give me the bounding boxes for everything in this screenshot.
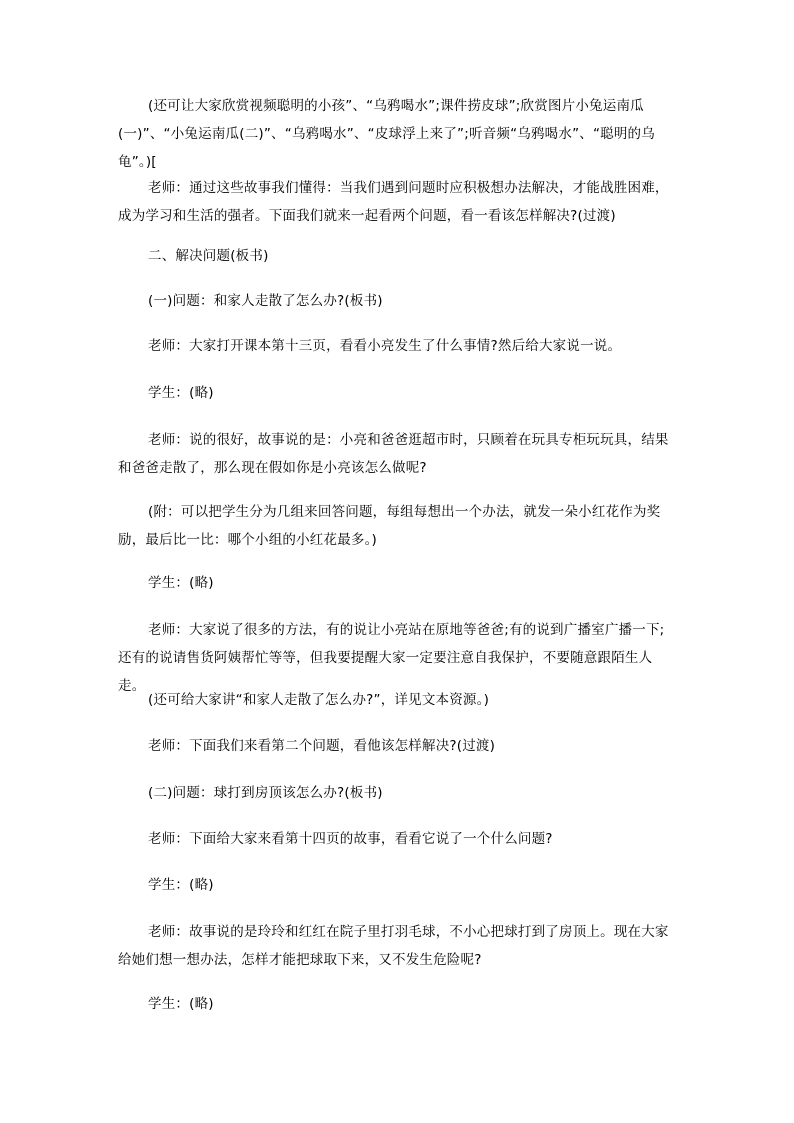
- paragraph-teacher-story-2: 老师：故事说的是玲玲和红红在院子里打羽毛球，不小心把球打到了房顶上。现在大家给她们想一想办法，怎样才能把球取下来，又不发生危险呢?: [118, 924, 669, 968]
- paragraph-resources-note-1: (还可让大家欣赏视频聪明的小孩”、“乌鸦喝水”;课件捞皮球”;欣赏图片小兔运南瓜(一)”、“小兔运南瓜(二)”、“乌鸦喝水”、“皮球浮上来了”;听音频“乌鸦喝水”、“聪明的乌龟”。)[: [118, 98, 655, 170]
- paragraph-teacher-transition-2: 老师：下面我们来看第二个问题，看他该怎样解决?(过渡): [148, 738, 496, 754]
- paragraph-student-omitted-2: 学生：(略): [148, 575, 214, 591]
- paragraph-teacher-summary-1: 老师：大家说了很多的方法，有的说让小亮站在原地等爸爸;有的说到广播室广播一下;还有的说请售货阿姨帮忙等等，但我要提醒大家一定要注意自我保护，不要随意跟陌生人走。: [118, 622, 665, 694]
- problem-heading-1: (一)问题：和家人走散了怎么办?(板书): [148, 293, 383, 309]
- problem-heading-2: (二)问题：球打到房顶该怎么办?(板书): [148, 785, 383, 801]
- paragraph-teacher-page-fourteen: 老师：下面给大家来看第十四页的故事，看看它说了一个什么问题?: [148, 831, 553, 847]
- section-heading-solve-problems: 二、解决问题(板书): [148, 248, 269, 264]
- paragraph-teacher-open-book: 老师：大家打开课本第十三页，看看小亮发生了什么事情?然后给大家说一说。: [148, 338, 622, 354]
- paragraph-resources-note-2: (还可给大家讲“和家人走散了怎么办?”，详见文本资源。): [148, 692, 490, 708]
- paragraph-student-omitted-3: 学生：(略): [148, 877, 214, 893]
- paragraph-student-omitted-4: 学生：(略): [148, 996, 214, 1012]
- paragraph-activity-note: (附：可以把学生分为几组来回答问题，每组每想出一个办法，就发一朵小红花作为奖励，最后比一比：哪个小组的小红花最多。): [118, 504, 661, 548]
- paragraph-student-omitted-1: 学生：(略): [148, 385, 214, 401]
- paragraph-teacher-story-1: 老师：说的很好，故事说的是：小亮和爸爸逛超市时，只顾着在玩具专柜玩玩具，结果和爸爸走散了，那么现在假如你是小亮该怎么做呢?: [118, 432, 669, 476]
- paragraph-teacher-transition-1: 老师：通过这些故事我们懂得：当我们遇到问题时应积极想办法解决，才能战胜困难，成为学习和生活的强者。下面我们就来一起看两个问题，看一看该怎样解决?(过渡): [118, 180, 669, 224]
